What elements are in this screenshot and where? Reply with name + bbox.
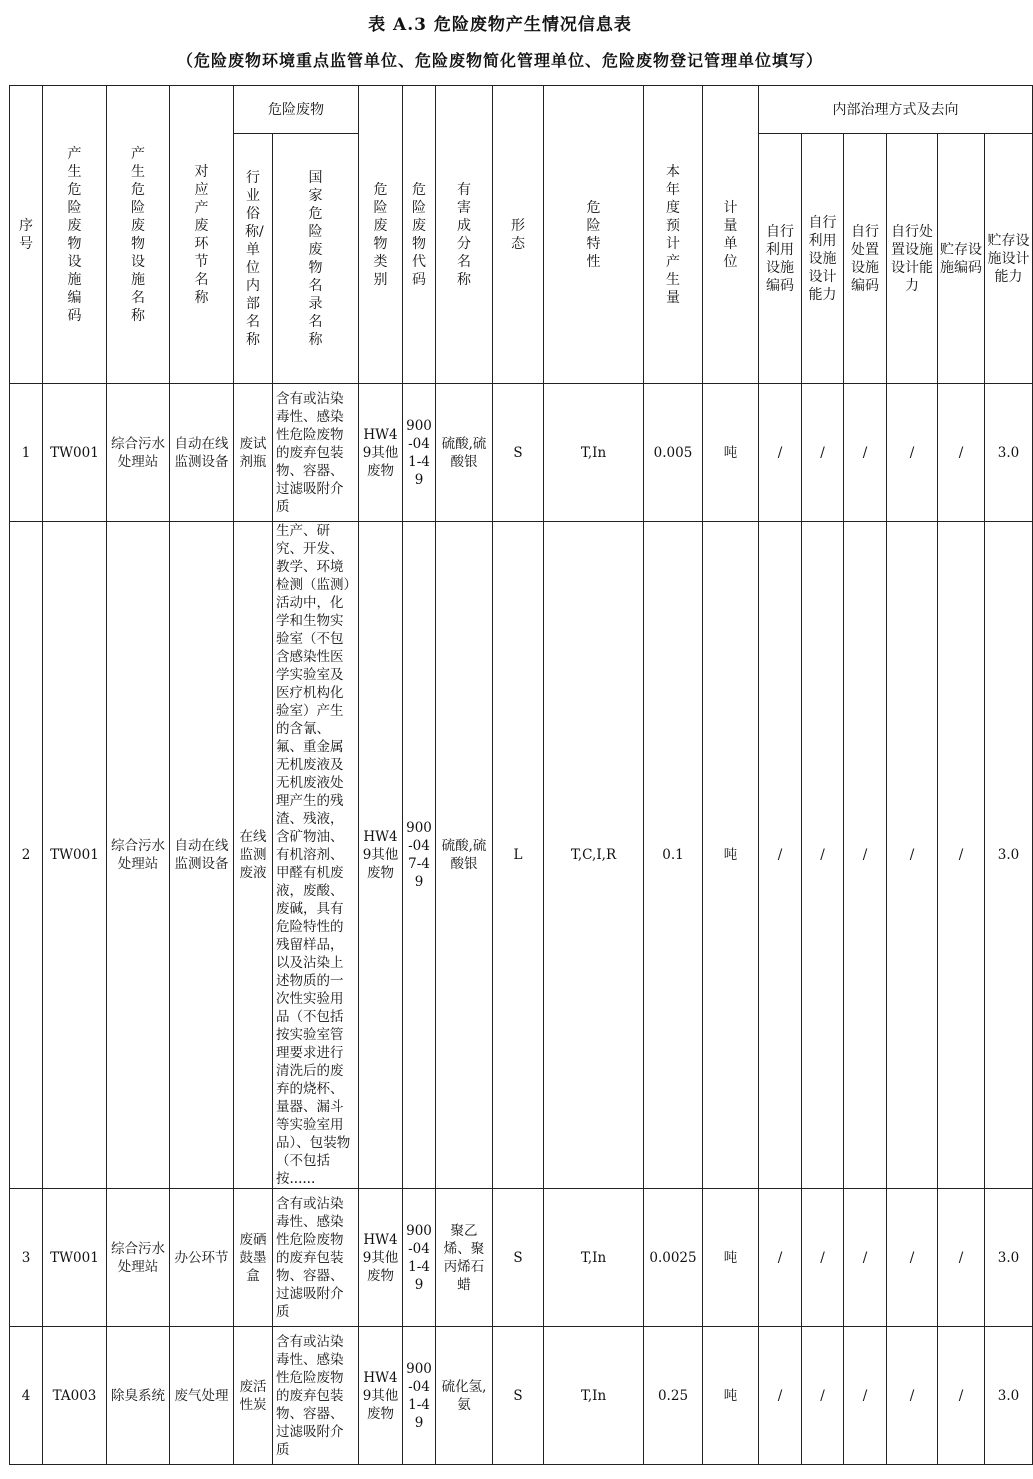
- cell-catalog-name: 生产、研究、开发、教学、环境检测（监测）活动中，化学和生物实验室（不包含感染性医学实验室及医疗机构化验室）产生的含氰、氟、重金属无机废液及无机废液处理产生的残渣、残液，含矿物油、有机溶剂、甲醛有机废液，废酸、废碱，具有危险特性的残留样品，以及沾染上述物质的一次性实验用品（不包括按实验室管理要求进行清洗后的废弃的烧杯、量器、漏斗等实验室用品）、包装物（不包括按......: [273, 522, 359, 1189]
- cell-hazard: T,In: [544, 1189, 644, 1327]
- header-code: 危险废物代码: [403, 86, 436, 384]
- cell-self-dispose-code: /: [844, 1327, 887, 1465]
- cell-form: S: [493, 1189, 544, 1327]
- cell-self-dispose-code: /: [844, 384, 887, 522]
- cell-unit: 吨: [703, 1327, 759, 1465]
- cell-catalog-name: 含有或沾染毒性、感染性危险废物的废弃包装物、容器、过滤吸附介质: [273, 384, 359, 522]
- cell-facility-code: TW001: [43, 384, 107, 522]
- cell-facility-code: TA003: [43, 1327, 107, 1465]
- table-row: [10, 522, 1033, 1189]
- cell-catalog-name: 含有或沾染毒性、感染性危险废物的废弃包装物、容器、过滤吸附介质: [273, 1189, 359, 1327]
- header-facility-name: 产生危险废物设施名称: [107, 86, 170, 384]
- cell-form: L: [493, 522, 544, 1189]
- cell-storage-code: /: [938, 522, 985, 1189]
- cell-facility-code: TW001: [43, 522, 107, 1189]
- cell-components: 硫酸,硫酸银: [436, 384, 493, 522]
- cell-process: 废气处理: [170, 1327, 234, 1465]
- header-unit: 计量单位: [703, 86, 759, 384]
- header-self-use-code: 自行利用设施编码: [759, 134, 802, 384]
- cell-form: S: [493, 1327, 544, 1465]
- cell-self-use-capacity: /: [802, 384, 844, 522]
- header-common-name: 行业俗称/单位内部名称: [234, 134, 273, 384]
- cell-catalog-name: 含有或沾染毒性、感染性危险废物的废弃包装物、容器、过滤吸附介质: [273, 1327, 359, 1465]
- cell-self-use-code: /: [759, 1327, 802, 1465]
- cell-self-dispose-capacity: /: [887, 1189, 938, 1327]
- cell-form: S: [493, 384, 544, 522]
- header-hazard: 危险特性: [544, 86, 644, 384]
- cell-components: 聚乙烯、聚丙烯石蜡: [436, 1189, 493, 1327]
- cell-common-name: 废试剂瓶: [234, 384, 273, 522]
- cell-category: HW49其他废物: [359, 522, 403, 1189]
- cell-seq: 2: [10, 522, 43, 1189]
- cell-hazard: T,C,I,R: [544, 522, 644, 1189]
- cell-category: HW49其他废物: [359, 1327, 403, 1465]
- cell-common-name: 废活性炭: [234, 1327, 273, 1465]
- cell-seq: 4: [10, 1327, 43, 1465]
- cell-annual-amount: 0.0025: [644, 1189, 703, 1327]
- header-storage-capacity: 贮存设施设计能力: [985, 134, 1033, 384]
- cell-annual-amount: 0.25: [644, 1327, 703, 1465]
- cell-process: 自动在线监测设备: [170, 522, 234, 1189]
- cell-storage-capacity: 3.0: [985, 1327, 1033, 1465]
- header-internal-treatment-group: 内部治理方式及去向: [759, 86, 1033, 134]
- header-storage-code: 贮存设施编码: [938, 134, 985, 384]
- cell-unit: 吨: [703, 1189, 759, 1327]
- cell-code: 900-047-49: [403, 522, 436, 1189]
- cell-self-dispose-capacity: /: [887, 384, 938, 522]
- cell-seq: 3: [10, 1189, 43, 1327]
- cell-facility-code: TW001: [43, 1189, 107, 1327]
- hazardous-waste-table: [9, 85, 1033, 1465]
- cell-self-use-capacity: /: [802, 522, 844, 1189]
- cell-seq: 1: [10, 384, 43, 522]
- cell-unit: 吨: [703, 384, 759, 522]
- table-title: 表 A.3 危险废物产生情况信息表: [368, 15, 632, 35]
- cell-storage-code: /: [938, 1189, 985, 1327]
- cell-unit: 吨: [703, 522, 759, 1189]
- cell-category: HW49其他废物: [359, 384, 403, 522]
- table-row: [10, 1189, 1033, 1327]
- cell-common-name: 废硒鼓墨盒: [234, 1189, 273, 1327]
- cell-self-use-capacity: /: [802, 1327, 844, 1465]
- header-self-dispose-capacity: 自行处置设施设计能力: [887, 134, 938, 384]
- cell-facility-name: 综合污水处理站: [107, 522, 170, 1189]
- header-self-dispose-code: 自行处置设施编码: [844, 134, 887, 384]
- cell-common-name: 在线监测废液: [234, 522, 273, 1189]
- cell-code: 900-041-49: [403, 384, 436, 522]
- cell-storage-capacity: 3.0: [985, 1189, 1033, 1327]
- cell-self-dispose-code: /: [844, 1189, 887, 1327]
- cell-storage-capacity: 3.0: [985, 522, 1033, 1189]
- cell-category: HW49其他废物: [359, 1189, 403, 1327]
- cell-storage-capacity: 3.0: [985, 384, 1033, 522]
- cell-code: 900-041-49: [403, 1189, 436, 1327]
- cell-process: 自动在线监测设备: [170, 384, 234, 522]
- cell-hazard: T,In: [544, 1327, 644, 1465]
- cell-process: 办公环节: [170, 1189, 234, 1327]
- cell-code: 900-041-49: [403, 1327, 436, 1465]
- cell-self-use-capacity: /: [802, 1189, 844, 1327]
- cell-self-use-code: /: [759, 522, 802, 1189]
- cell-self-use-code: /: [759, 1189, 802, 1327]
- cell-components: 硫酸,硫酸银: [436, 522, 493, 1189]
- header-annual-amount: 本年度预计产生量: [644, 86, 703, 384]
- header-facility-code: 产生危险废物设施编码: [43, 86, 107, 384]
- table-row: [10, 384, 1033, 522]
- cell-annual-amount: 0.005: [644, 384, 703, 522]
- table-subtitle: （危险废物环境重点监管单位、危险废物简化管理单位、危险废物登记管理单位填写）: [176, 51, 823, 70]
- header-category: 危险废物类别: [359, 86, 403, 384]
- cell-self-dispose-capacity: /: [887, 1327, 938, 1465]
- cell-self-dispose-code: /: [844, 522, 887, 1189]
- cell-hazard: T,In: [544, 384, 644, 522]
- table-row: [10, 1327, 1033, 1465]
- header-components: 有害成分名称: [436, 86, 493, 384]
- header-form: 形态: [493, 86, 544, 384]
- header-hazardous-waste-group: 危险废物: [234, 86, 359, 134]
- cell-annual-amount: 0.1: [644, 522, 703, 1189]
- cell-facility-name: 综合污水处理站: [107, 1189, 170, 1327]
- cell-storage-code: /: [938, 1327, 985, 1465]
- header-catalog-name: 国家危险废物名录名称: [273, 134, 359, 384]
- cell-storage-code: /: [938, 384, 985, 522]
- header-seq: 序号: [10, 86, 43, 384]
- cell-self-dispose-capacity: /: [887, 522, 938, 1189]
- cell-self-use-code: /: [759, 384, 802, 522]
- header-self-use-capacity: 自行利用设施设计能力: [802, 134, 844, 384]
- cell-facility-name: 除臭系统: [107, 1327, 170, 1465]
- cell-components: 硫化氢,氨: [436, 1327, 493, 1465]
- cell-facility-name: 综合污水处理站: [107, 384, 170, 522]
- header-process: 对应产废环节名称: [170, 86, 234, 384]
